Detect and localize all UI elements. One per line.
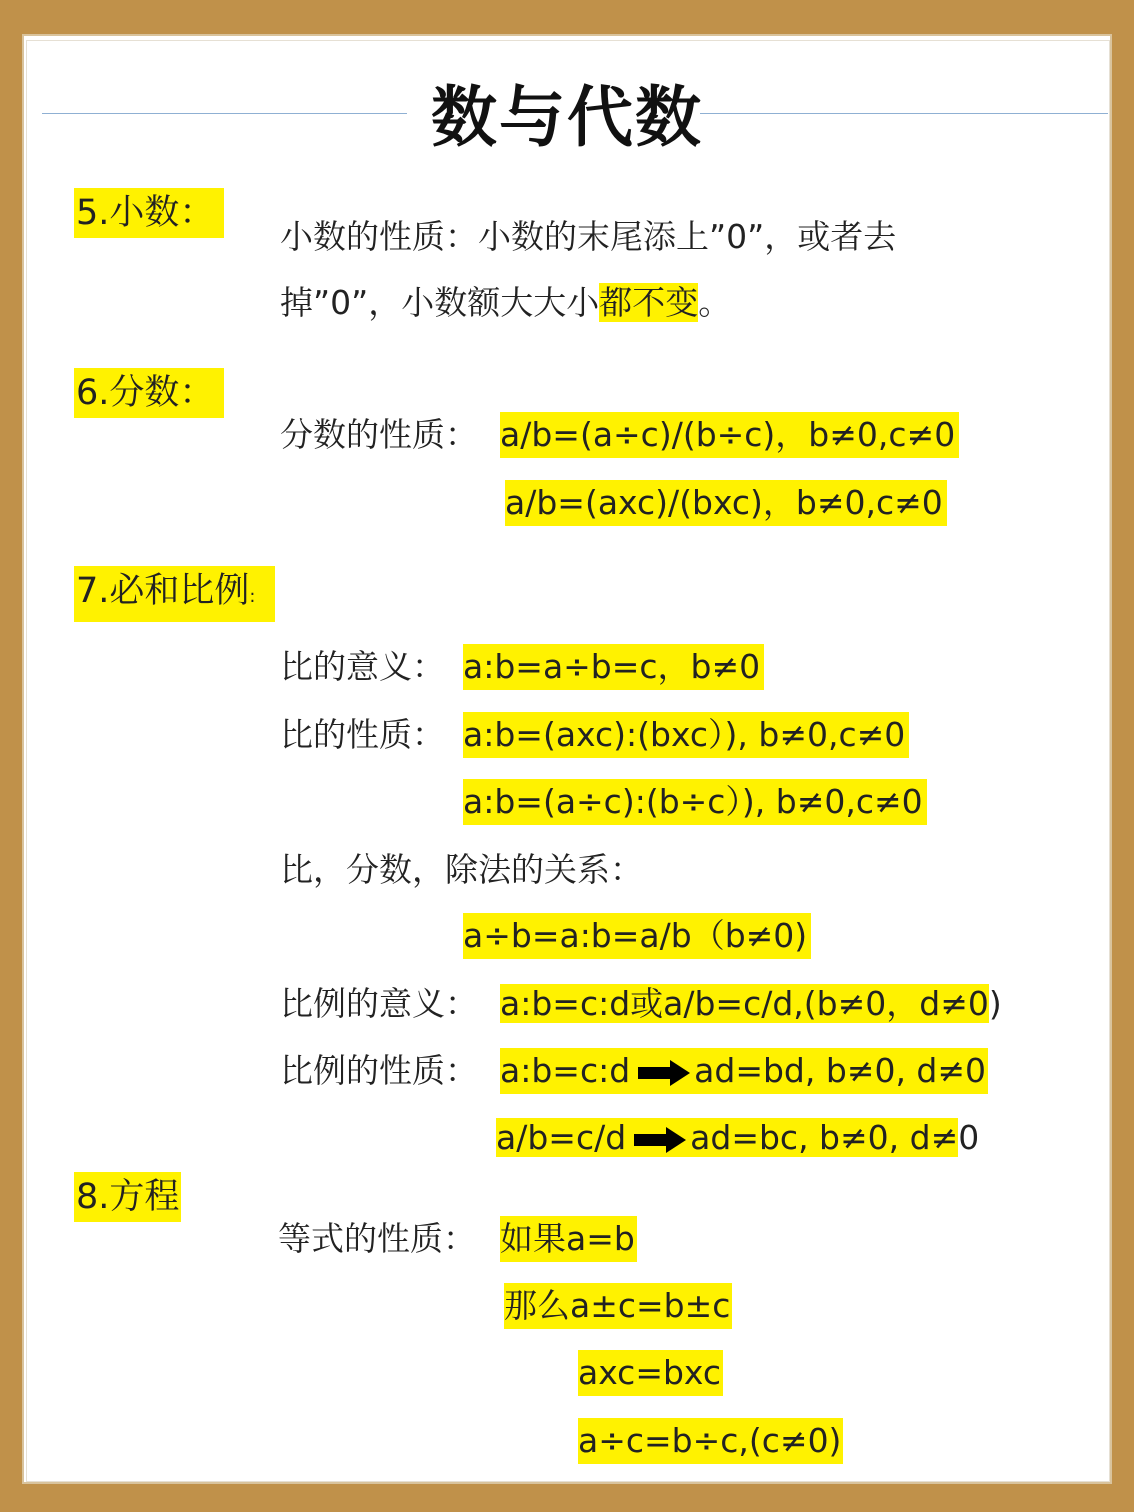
s7-proportion-prop-formula-1 (500, 1048, 988, 1094)
s7-prop-formula-2: a:b=(a÷c):(b÷c）), b≠0,c≠0 (463, 779, 927, 825)
page-title: 数与代数 (431, 79, 703, 156)
s7-pprop-f2-left: a/b=c/d (496, 1118, 627, 1157)
s7-meaning-formula: a:b=a÷b=c，b≠0 (463, 644, 764, 690)
s5-line2-start: 掉”0”，小数额大大小 (280, 283, 600, 322)
s8-equation-3: axc=bxc (578, 1350, 723, 1396)
section-6-heading: 6.分数： (74, 368, 224, 418)
s7-prop-label: 比的性质： (280, 715, 445, 754)
section-7-heading (74, 566, 275, 622)
s7-meaning-label: 比的意义： (280, 647, 445, 686)
s8-label: 等式的性质： (278, 1219, 476, 1258)
s8-equation-4: a÷c=b÷c,(c≠0) (578, 1418, 843, 1464)
s7-pprop-f2-tail: 0 (958, 1118, 980, 1157)
s7-pprop-f1-right: ad=bd, b≠0, d≠0 (694, 1051, 987, 1090)
s6-formula-1: a/b=(a÷c)/(b÷c)，b≠0,c≠0 (500, 412, 959, 458)
section-7-heading-text: 7.必和比例 (76, 571, 250, 611)
s7-proportion-prop-formula-2 (496, 1115, 979, 1161)
section-7-heading-colon: : (249, 586, 256, 607)
s5-line2 (280, 280, 731, 326)
s7-pprop-f1-left: a:b=c:d (500, 1051, 631, 1090)
s5-line2-highlight: 都不变 (599, 283, 699, 322)
s6-formula-2: a/b=(axc)/(bxc)，b≠0,c≠0 (505, 480, 947, 526)
s5-line2-end: 。 (698, 283, 732, 322)
s5-line1: 小数的性质：小数的末尾添上”0”，或者去 (280, 217, 897, 256)
section-8-heading: 8.方程 (74, 1172, 181, 1222)
s8-equation-2: 那么a±c=b±c (504, 1283, 732, 1329)
s7-proportion-meaning-highlight: a:b=c:d或a/b=c/d,(b≠0，d≠0 (500, 984, 989, 1023)
s7-pprop-f2-highlight (496, 1118, 958, 1157)
s7-relation-label: 比，分数，除法的关系： (280, 850, 643, 889)
s7-proportion-meaning-formula (500, 981, 1002, 1027)
s7-proportion-meaning-label: 比例的意义： (280, 984, 478, 1023)
right-arrow-icon (638, 1060, 690, 1084)
section-5-heading: 5.小数： (74, 188, 224, 238)
s7-pprop-f2-right: ad=bc, b≠0, d≠ (690, 1118, 959, 1157)
s7-prop-formula-1: a:b=(axc):(bxc）), b≠0,c≠0 (463, 712, 909, 758)
s7-relation-formula: a÷b=a:b=a/b（b≠0) (463, 913, 811, 959)
s7-proportion-meaning-tail: ) (988, 984, 1002, 1023)
s6-label: 分数的性质： (280, 415, 478, 454)
right-arrow-icon (634, 1127, 686, 1151)
s7-proportion-prop-label: 比例的性质： (280, 1051, 478, 1090)
s8-equation-1: 如果a=b (500, 1216, 637, 1262)
